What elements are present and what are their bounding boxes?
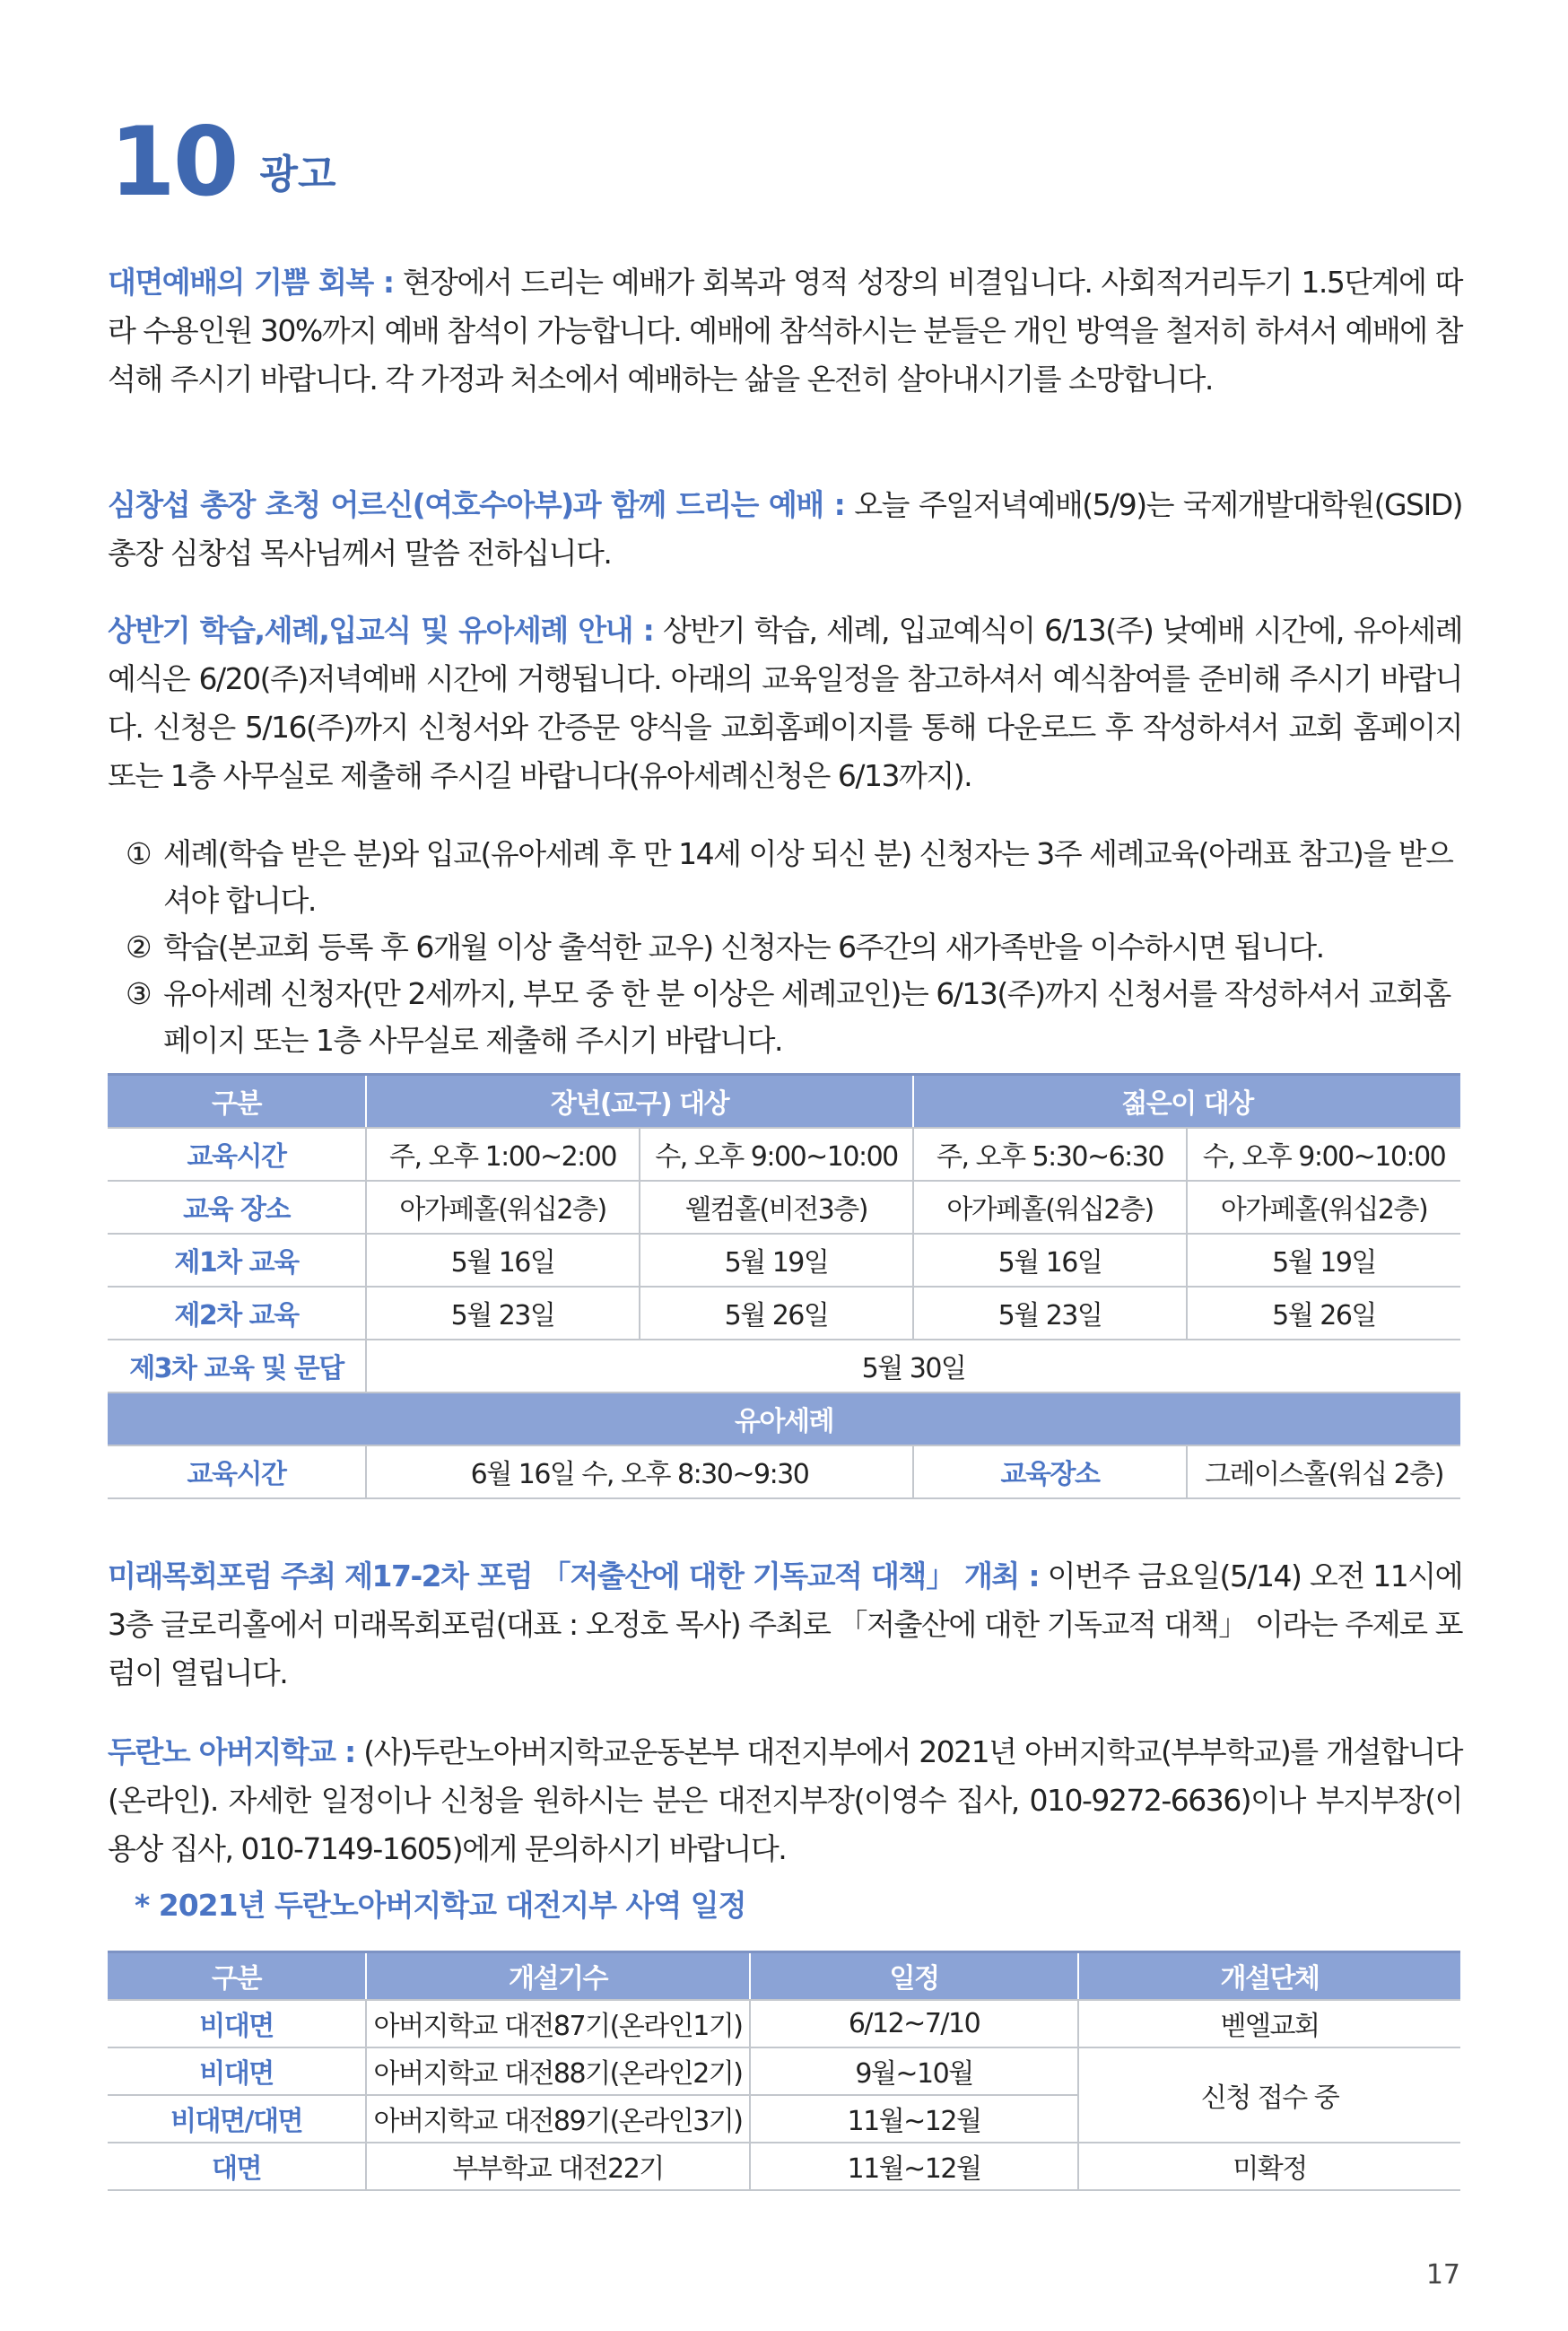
list-item: ① 세례(학습 받은 분)와 입교(유아세례 후 만 14세 이상 되신 분) 신청자는 3주 세례교육(아래표 참고)을 받으셔야 합니다. <box>126 836 1453 918</box>
section-title: 광고 <box>259 152 336 197</box>
notice-title: 상반기 학습,세례,입교식 및 유아세례 안내 : <box>108 613 654 648</box>
table-section-header: 유아세례 <box>108 1392 1460 1445</box>
table-row: 비대면 아버지학교 대전88기(온라인2기) 9월~10월 신청 접수 중 <box>108 2047 1460 2095</box>
list-item: ③ 유아세례 신청자(만 2세까지, 부모 중 한 분 이상은 세례교인)는 6/13(주)까지 신청서를 작성하셔서 교회홈페이지 또는 1층 사무실로 제출해 주시기 바랍니다. <box>126 976 1450 1058</box>
notice-title: 두란노 아버지학교 : <box>108 1734 355 1769</box>
table-row: 제2차 교육 5월 23일 5월 26일 5월 23일 5월 26일 <box>108 1287 1460 1340</box>
page-number: 10 <box>109 107 237 217</box>
schedule-subheading: * 2021년 두란노아버지학교 대전지부 사역 일정 <box>135 1888 746 1923</box>
table-header-row: 구분 장년(교구) 대상 젊은이 대상 <box>108 1075 1460 1128</box>
baptism-schedule-table <box>108 1073 1460 1499</box>
fathers-school-schedule-table <box>108 1951 1460 2191</box>
notice-title: 미래목회포럼 주최 제17-2차 포럼 「저출산에 대한 기독교적 대책」 개최 : <box>108 1558 1040 1593</box>
page-footer-number: 17 <box>1425 2259 1460 2291</box>
table-row: 대면 부부학교 대전22기 11월~12월 미확정 <box>108 2143 1460 2190</box>
page-header <box>109 107 336 217</box>
table-row: 비대면/대면 아버지학교 대전89기(온라인3기) 11월~12월 <box>108 2095 1460 2143</box>
table-row: 교육 장소 아가페홀(워십2층) 웰컴홀(비전3층) 아가페홀(워십2층) 아가페홀(워십2층) <box>108 1181 1460 1234</box>
notice-title: 대면예배의 기쁨 회복 : <box>108 265 394 300</box>
notice-body: 상반기 학습, 세례, 입교예식이 6/13(주) 낮예배 시간에, 유아세례예식은 6/20(주)저녁예배 시간에 거행됩니다. 아래의 교육일정을 참고하셔서 예식참여를 준비해 주시기 바랍니다. 신청은 5/16(주)까지 신청서와 간증문 양식을 교회홈페이지를 통해 다운로드 후 작성하셔서 교회 홈페이지 또는 1층 사무실로 제출해 주시길 바랍니다(유아세례신청은 6/13까지). <box>108 613 1463 793</box>
table-row: 비대면 아버지학교 대전87기(온라인1기) 6/12~7/10 벧엘교회 <box>108 2000 1460 2047</box>
table-header-row: 구분 개설기수 일정 개설단체 <box>108 1952 1460 2000</box>
notice-worship <box>108 258 1462 404</box>
notice-fathers-school <box>108 1728 1462 1873</box>
notice-forum <box>108 1552 1462 1698</box>
notice-body: (사)두란노아버지학교운동본부 대전지부에서 2021년 아버지학교(부부학교)를 개설합니다(온라인). 자세한 일정이나 신청을 원하시는 분은 대전지부장(이영수 집사, 010-9272-6636)이나 부지부장(이용상 집사, 010-7149-1605)에게 문의하시기 바랍니다. <box>108 1734 1462 1866</box>
table-row: 제3차 교육 및 문답 5월 30일 <box>108 1340 1460 1392</box>
list-item: ② 학습(본교회 등록 후 6개월 이상 출석한 교우) 신청자는 6주간의 새가족반을 이수하시면 됩니다. <box>126 930 1324 965</box>
table-row: 교육시간 6월 16일 수, 오후 8:30~9:30 교육장소 그레이스홀(워십 2층) <box>108 1445 1460 1498</box>
notice-body: 현장에서 드리는 예배가 회복과 영적 성장의 비결입니다. 사회적거리두기 1.5단계에 따라 수용인원 30%까지 예배 참석이 가능합니다. 예배에 참석하시는 분들은 개인 방역을 철저히 하셔서 예배에 참석해 주시기 바랍니다. 각 가정과 처소에서 예배하는 삶을 온전히 살아내시기를 소망합니다. <box>108 265 1462 397</box>
notice-special-service <box>108 481 1462 578</box>
notice-body: 오늘 주일저녁예배(5/9)는 국제개발대학원(GSID) 총장 심창섭 목사님께서 말씀 전하십니다. <box>108 487 1462 571</box>
notice-title: 심창섭 총장 초청 어르신(여호수아부)과 함께 드리는 예배 : <box>108 487 845 522</box>
notice-baptism <box>108 607 1462 800</box>
table-row: 교육시간 주, 오후 1:00~2:00 수, 오후 9:00~10:00 주, 오후 5:30~6:30 수, 오후 9:00~10:00 <box>108 1128 1460 1181</box>
notice-body: 이번주 금요일(5/14) 오전 11시에 3층 글로리홀에서 미래목회포럼(대표 : 오정호 목사) 주최로 「저출산에 대한 기독교적 대책」 이라는 주제로 포럼이 열립니다. <box>108 1558 1462 1690</box>
baptism-requirements-list <box>126 831 1453 1064</box>
table-row: 제1차 교육 5월 16일 5월 19일 5월 16일 5월 19일 <box>108 1234 1460 1287</box>
